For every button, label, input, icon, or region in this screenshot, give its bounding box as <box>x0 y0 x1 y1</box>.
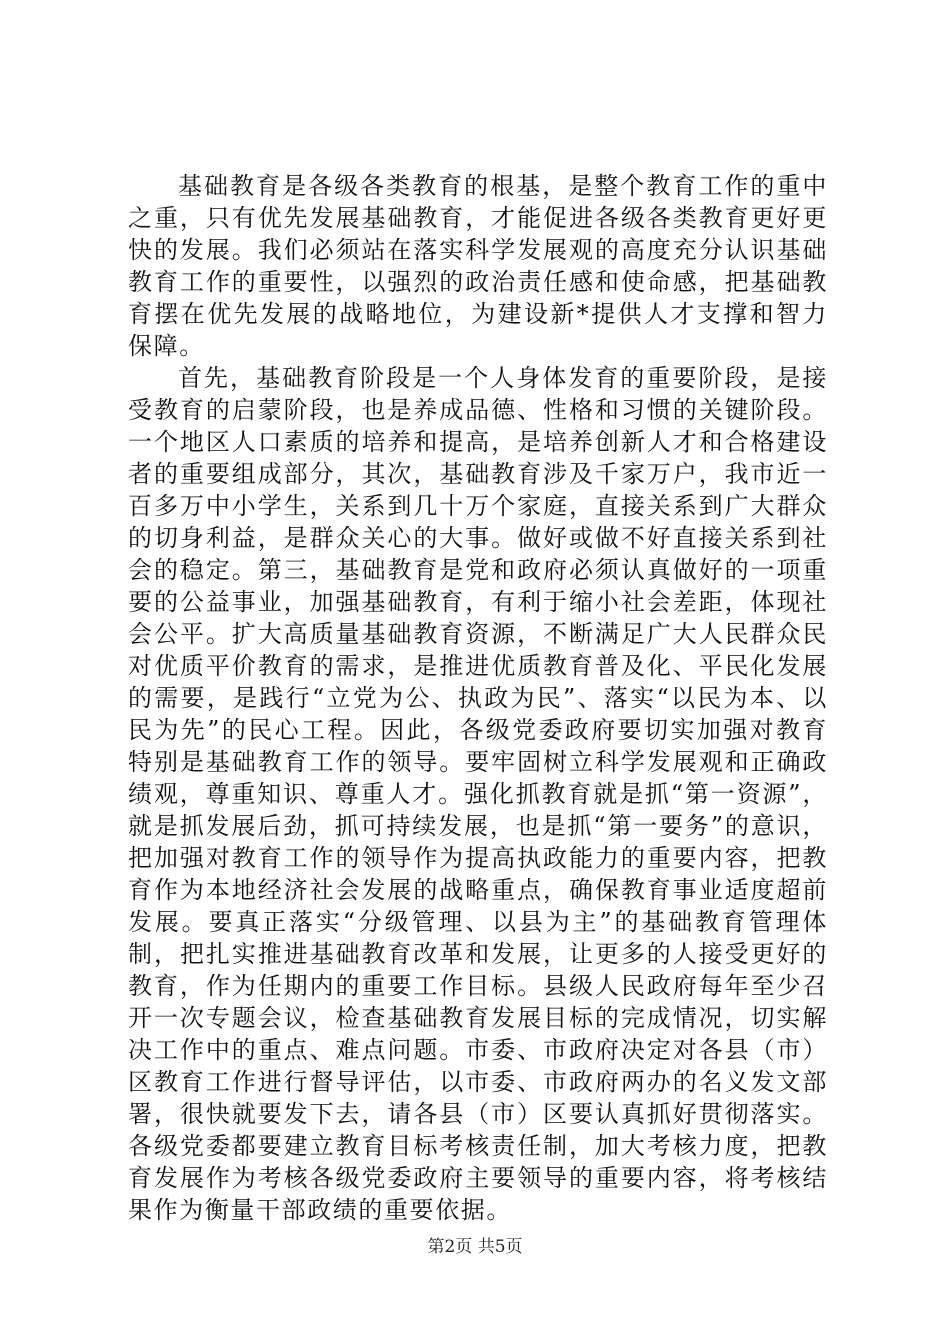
paragraph-basic-education-importance: 基础教育是各级各类教育的根基，是整个教育工作的重中之重，只有优先发展基础教育，才能促进各级各类教育更好更快的发展。我们必须站在落实科学发展观的高度充分认识基础教育工作的重要性，以强烈的政治责任感和使命感，把基础教育摆在优先发展的战略地位，为建设新*提供人才支撑和智力保障。 <box>128 172 828 360</box>
paragraph-first-reason: 首先，基础教育阶段是一个人身体发育的重要阶段，是接受教育的启蒙阶段，也是养成品德、性格和习惯的关键阶段。一个地区人口素质的培养和提高，是培养创新人才和合格建设者的重要组成部分，其次，基础教育涉及千家万户，我市近一百多万中小学生，关系到几十万个家庭，直接关系到广大群众的切身利益，是群众关心的大事。做好或做不好直接关系到社会的稳定。第三，基础教育是党和政府必须认真做好的一项重要的公益事业，加强基础教育，有利于缩小社会差距，体现社会公平。扩大高质量基础教育资源，不断满足广大人民群众民对优质平价教育的需求，是推进优质教育普及化、平民化发展的需要，是践行“立党为公、执政为民”、落实“以民为本、以民为先”的民心工程。因此，各级党委政府要切实加强对教育特别是基础教育工作的领导。要牢固树立科学发展观和正确政绩观，尊重知识、尊重人才。强化抓教育就是抓“第一资源”，就是抓发展后劲，抓可持续发展，也是抓“第一要务”的意识，把加强对教育工作的领导作为提高执政能力的重要内容，把教育作为本地经济社会发展的战略重点，确保教育事业适度超前发展。要真正落实“分级管理、以县为主”的基础教育管理体制，把扎实推进基础教育改革和发展，让更多的人接受更好的教育，作为任期内的重要工作目标。县级人民政府每年至少召开一次专题会议，检查基础教育发展目标的完成情况，切实解决工作中的重点、难点问题。市委、市政府决定对各县（市）区教育工作进行督导评估，以市委、市政府两办的名义发文部署，很快就要发下去，请各县（市）区要认真抓好贯彻落实。各级党委都要建立教育目标考核责任制，加大考核力度，把教育发展作为考核各级党委政府主要领导的重要内容，将考核结果作为衡量干部政绩的重要依据。 <box>128 364 828 1224</box>
document-body <box>128 170 828 1226</box>
page-number-footer: 第2页 共5页 <box>427 1237 523 1257</box>
